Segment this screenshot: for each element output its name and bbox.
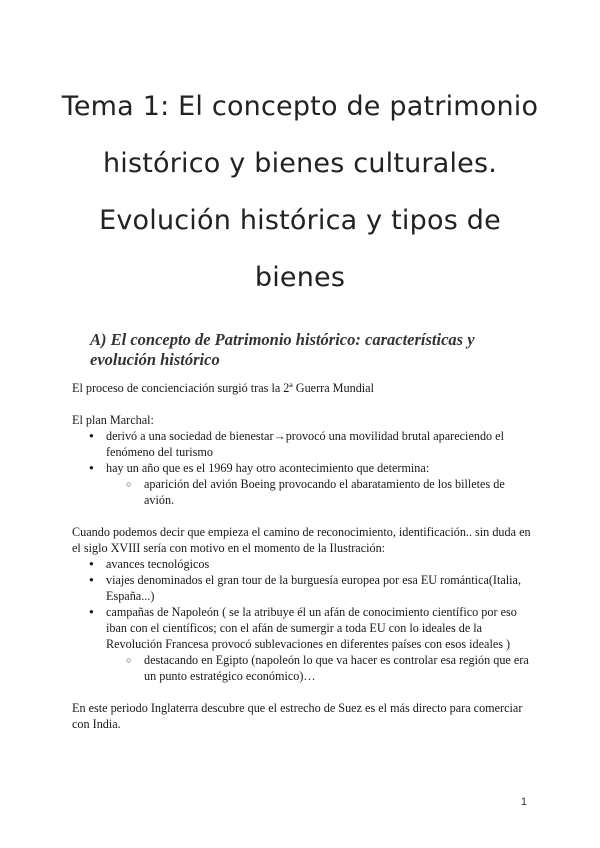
section-heading: A) El concepto de Patrimonio histórico: características y evolución histórico bbox=[90, 330, 475, 369]
title-line-3: Evolución histórica y tipos de bbox=[99, 205, 501, 236]
document-body bbox=[72, 380, 532, 732]
paragraph-plan-marchal: El plan Marchal: bbox=[72, 413, 154, 427]
paragraph-postwar: El proceso de concienciación surgió tras la 2ª Guerra Mundial bbox=[72, 381, 374, 395]
list-item: ● campañas de Napoleón ( se la atribuye él un afán de conocimiento científico por eso iban con el científicos; con el afán de sumergir a toda EU con lo ideales de la Revolución Francesa provocó sublevaciones en diferentes países con esos ideales ) ○ destacando en Egipto (napoleón lo que va hacer es controlar esa región que era un punto estratégico económico)… bbox=[106, 604, 532, 684]
marchal-sub-list bbox=[106, 476, 532, 508]
title-line-2: histórico y bienes culturales. bbox=[102, 148, 498, 179]
list-item: ○ aparición del avión Boeing provocando el abaratamiento de los billetes de avión. bbox=[144, 476, 532, 508]
list-item: ● viajes denominados el gran tour de la burguesía europea por esa EU romántica(Italia, España...) bbox=[106, 572, 532, 604]
list-item: ● hay un año que es el 1969 hay otro acontecimiento que determina: ○ aparición del avión Boeing provocando el abaratamiento de los billetes de avión. bbox=[106, 460, 532, 508]
paragraph-ilustracion: Cuando podemos decir que empieza el camino de reconocimiento, identificación.. sin duda en el siglo XVIII sería con motivo en el momento de la Ilustración: bbox=[72, 525, 531, 555]
title-line-4: bienes bbox=[254, 262, 346, 293]
paragraph-suez: En este periodo Inglaterra descubre que el estrecho de Suez es el más directo para comerciar con India. bbox=[72, 701, 523, 731]
title-line-1: Tema 1: El concepto de patrimonio bbox=[61, 91, 539, 122]
marchal-bullet-list bbox=[72, 428, 532, 508]
page-number: 1 bbox=[520, 796, 527, 808]
list-item: ● derivó a una sociedad de bienestar→provocó una movilidad brutal apareciendo el fenómeno del turismo bbox=[106, 428, 532, 460]
document-title bbox=[60, 78, 540, 306]
list-item: ● avances tecnológicos bbox=[106, 556, 532, 572]
ilustracion-bullet-list bbox=[72, 556, 532, 684]
list-item: ○ destacando en Egipto (napoleón lo que va hacer es controlar esa región que era un punto estratégico económico)… bbox=[144, 652, 532, 684]
ilustracion-sub-list bbox=[106, 652, 532, 684]
